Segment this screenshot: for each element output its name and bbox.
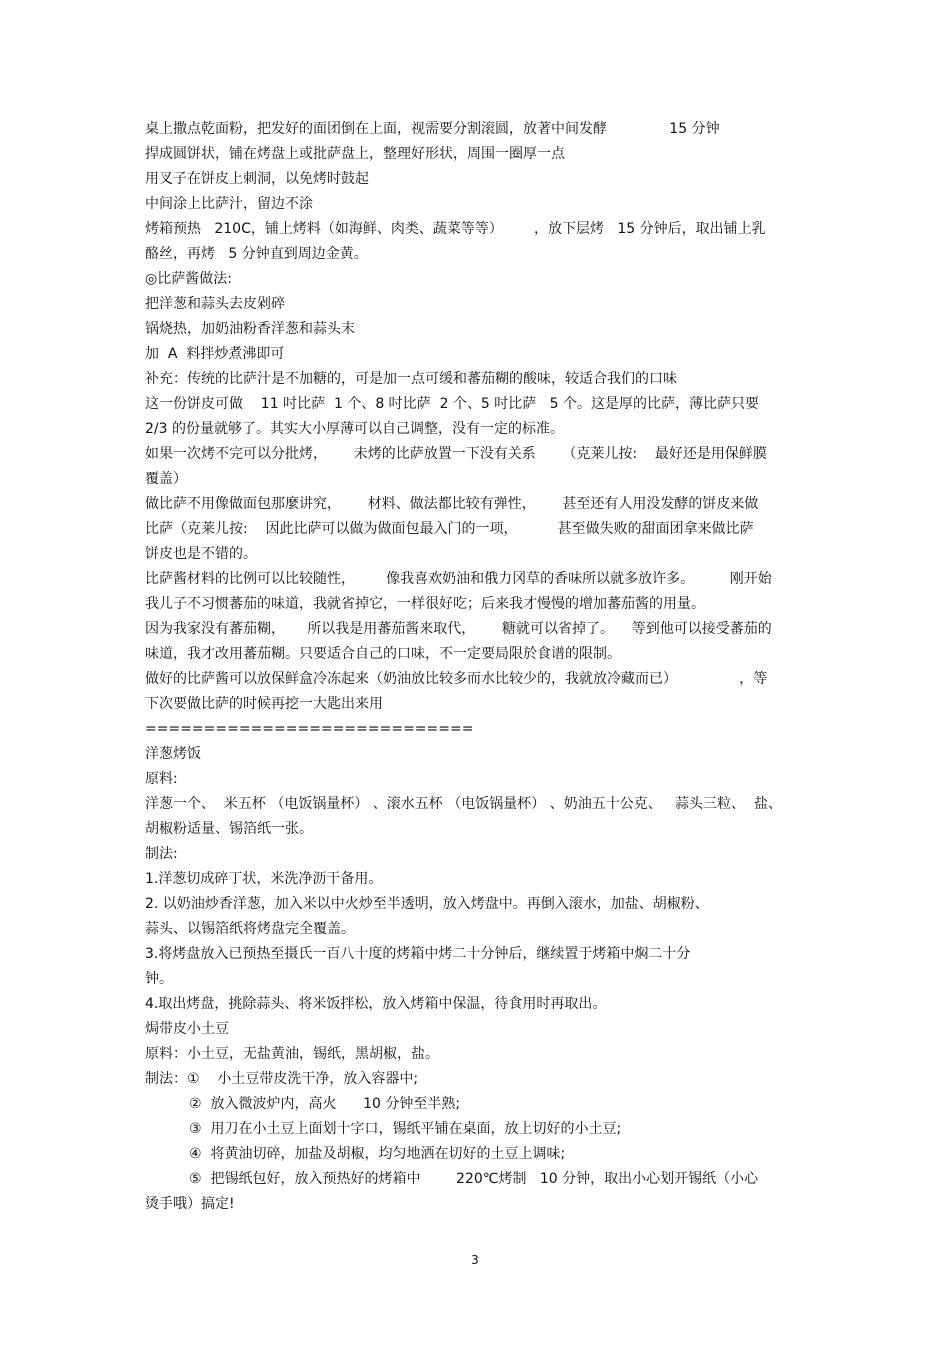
step-line: 制法：① 小土豆带皮洗干净，放入容器中;: [145, 1071, 419, 1087]
text-line: 胡椒粉适量、锡箔纸一张。: [145, 821, 313, 837]
step-line: ③ 用刀在小土豆上面划十字口，锡纸平铺在桌面，放上切好的小土豆;: [189, 1121, 622, 1137]
step-line: ④ 将黄油切碎，加盐及胡椒，均匀地洒在切好的土豆上调味;: [189, 1146, 566, 1162]
text-line: 如果一次烤不完可以分批烤， 未烤的比萨放置一下没有关系 （克莱儿按: 最好还是用保鲜膜: [145, 446, 767, 462]
step-line: 烫手哦）搞定!: [145, 1196, 235, 1212]
text-line: 加 A 料拌炒煮沸即可: [145, 346, 285, 362]
method-label: 制法:: [145, 846, 178, 862]
step-line: ② 放入微波炉内，高火 10 分钟至半熟;: [189, 1096, 461, 1112]
step-line: ⑤ 把锡纸包好，放入预热好的烤箱中 220℃烤制 10 分钟，取出小心划开锡纸（小心: [189, 1171, 759, 1187]
text-line: 比萨（克莱儿按: 因此比萨可以做为做面包最入门的一项， 甚至做失败的甜面团拿来做比萨: [145, 521, 754, 537]
text-line: 中间涂上比萨汁，留边不涂: [145, 196, 313, 212]
text-line: 做比萨不用像做面包那麼讲究， 材料、做法都比较有弹性， 甚至还有人用没发酵的饼皮来做: [145, 496, 759, 512]
separator-line: ============================: [145, 721, 474, 737]
text-line: 因为我家没有蕃茄糊， 所以我是用蕃茄酱来取代， 糖就可以省掉了。 等到他可以接受蕃茄的: [145, 621, 772, 637]
text-line: 2/3 的份量就够了。其实大小厚薄可以自己调整，没有一定的标准。: [145, 421, 564, 437]
step-line: 2. 以奶油炒香洋葱，加入米以中火炒至半透明，放入烤盘中。再倒入滚水，加盐、胡椒粉、: [145, 896, 709, 912]
text-line: 捍成圆饼状，铺在烤盘上或批萨盘上，整理好形状，周围一圈厚一点: [145, 146, 565, 162]
recipe-title: 焗带皮小土豆: [145, 1021, 229, 1037]
step-line: 1.洋葱切成碎丁状，米洗净沥干备用。: [145, 871, 383, 887]
text-line: 酪丝，再烤 5 分钟直到周边金黄。: [145, 246, 368, 262]
step-line: 蒜头、以锡箔纸将烤盘完全覆盖。: [145, 921, 355, 937]
text-line: 下次要做比萨的时候再挖一大匙出来用: [145, 696, 383, 712]
text-line: 把洋葱和蒜头去皮剁碎: [145, 296, 285, 312]
text-line: 我儿子不习惯蕃茄的味道，我就省掉它，一样很好吃；后来我才慢慢的增加蕃茄酱的用量。: [145, 596, 705, 612]
ingredients-line: 原料：小土豆，无盐黄油，锡纸，黑胡椒，盐。: [145, 1046, 439, 1062]
step-line: 3.将烤盘放入已预热至摄氏一百八十度的烤箱中烤二十分钟后，继续置于烤箱中焖二十分: [145, 946, 691, 962]
text-line: 补充：传统的比萨汁是不加糖的，可是加一点可缓和蕃茄糊的酸味，较适合我们的口味: [145, 371, 677, 387]
text-line: 味道，我才改用蕃茄糊。只要适合自己的口味，不一定要局限於食谱的限制。: [145, 646, 621, 662]
text-line: 比萨酱材料的比例可以比较随性， 像我喜欢奶油和俄力冈草的香味所以就多放许多。 刚开始: [145, 571, 772, 587]
text-line: 覆盖）: [145, 471, 187, 487]
section-heading: ◎比萨酱做法:: [145, 271, 232, 287]
page-number: 3: [471, 1253, 479, 1267]
step-line: 4.取出烤盘，挑除蒜头、将米饭拌松，放入烤箱中保温，待食用时再取出。: [145, 996, 607, 1012]
ingredients-label: 原料:: [145, 771, 178, 787]
step-line: 钟。: [145, 971, 173, 987]
text-line: 用叉子在饼皮上刺洞，以免烤时鼓起: [145, 171, 369, 187]
text-line: 饼皮也是不错的。: [145, 546, 257, 562]
text-line: 烤箱预热 210C，铺上烤料（如海鲜、肉类、蔬菜等等） ，放下层烤 15 分钟后，取出铺上乳: [145, 221, 766, 237]
text-line: 这一份饼皮可做 11 吋比萨 1 个、8 吋比萨 2 个、5 吋比萨 5 个。这是厚的比萨，薄比萨只要: [145, 396, 760, 412]
text-line: 洋葱一个、 米五杯 （电饭锅量杯） 、滚水五杯 （电饭锅量杯） 、奶油五十公克、 蒜头三粒、 盐、: [145, 796, 782, 812]
text-line: 锅烧热，加奶油粉香洋葱和蒜头末: [145, 321, 355, 337]
text-line: 做好的比萨酱可以放保鲜盒冷冻起来（奶油放比较多而水比较少的，我就放冷藏而已） ，等: [145, 671, 768, 687]
text-line: 桌上撒点乾面粉，把发好的面团倒在上面，视需要分割滚圆，放著中间发酵 15 分钟: [145, 121, 720, 137]
recipe-title: 洋葱烤饭: [145, 746, 201, 762]
